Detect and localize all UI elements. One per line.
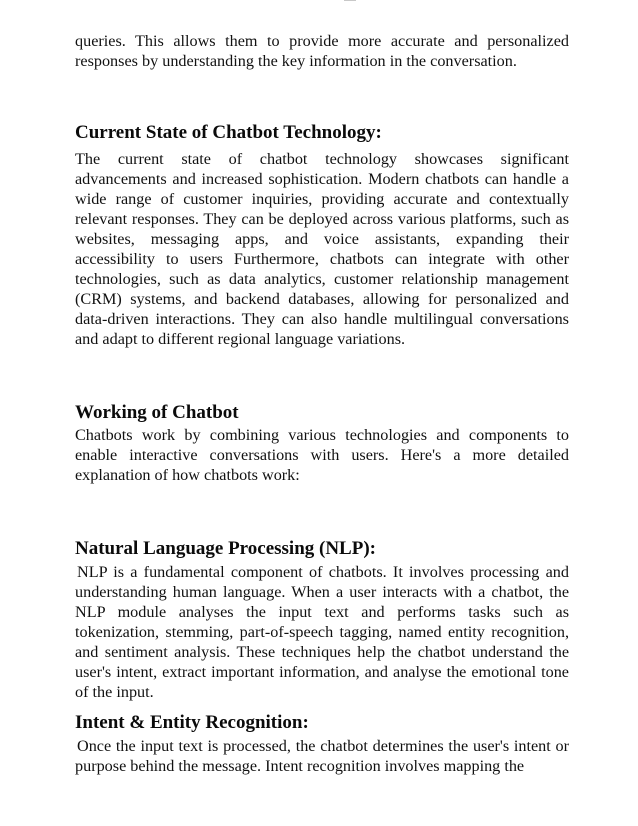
document-page	[75, 31, 569, 776]
intro-paragraph: queries. This allows them to provide more accurate and personalized responses by understanding the key information in the conversation.	[75, 32, 569, 70]
paragraph-working-of-chatbot: Chatbots work by combining various technologies and components to enable interactive conversations with users. Here's a more detailed explanation of how chatbots work:	[75, 426, 569, 484]
heading-nlp: Natural Language Processing (NLP):	[75, 538, 376, 559]
heading-intent-entity-recognition: Intent & Entity Recognition:	[75, 712, 309, 733]
heading-working-of-chatbot: Working of Chatbot	[75, 402, 239, 423]
heading-current-state: Current State of Chatbot Technology:	[75, 122, 382, 143]
page-top-divider	[344, 0, 356, 1]
paragraph-intent-entity-recognition: Once the input text is processed, the chatbot determines the user's intent or purpose behind the message. Intent recognition involves mapping the	[75, 737, 569, 775]
paragraph-current-state: The current state of chatbot technology showcases significant advancements and increased sophistication. Modern chatbots can handle a wide range of customer inquiries, providing accurate and contextually relevant responses. They can be deployed across various platforms, such as websites, messaging apps, and voice assistants, expanding their accessibility to users Furthermore, chatbots can integrate with other technologies, such as data analytics, customer relationship management (CRM) systems, and backend databases, allowing for personalized and data-driven interactions. They can also handle multilingual conversations and adapt to different regional language variations.	[75, 150, 569, 348]
paragraph-nlp: NLP is a fundamental component of chatbots. It involves processing and understanding human language. When a user interacts with a chatbot, the NLP module analyses the input text and performs tasks such as tokenization, stemming, part-of-speech tagging, named entity recognition, and sentiment analysis. These techniques help the chatbot understand the user's intent, extract important information, and analyse the emotional tone of the input.	[75, 563, 569, 701]
